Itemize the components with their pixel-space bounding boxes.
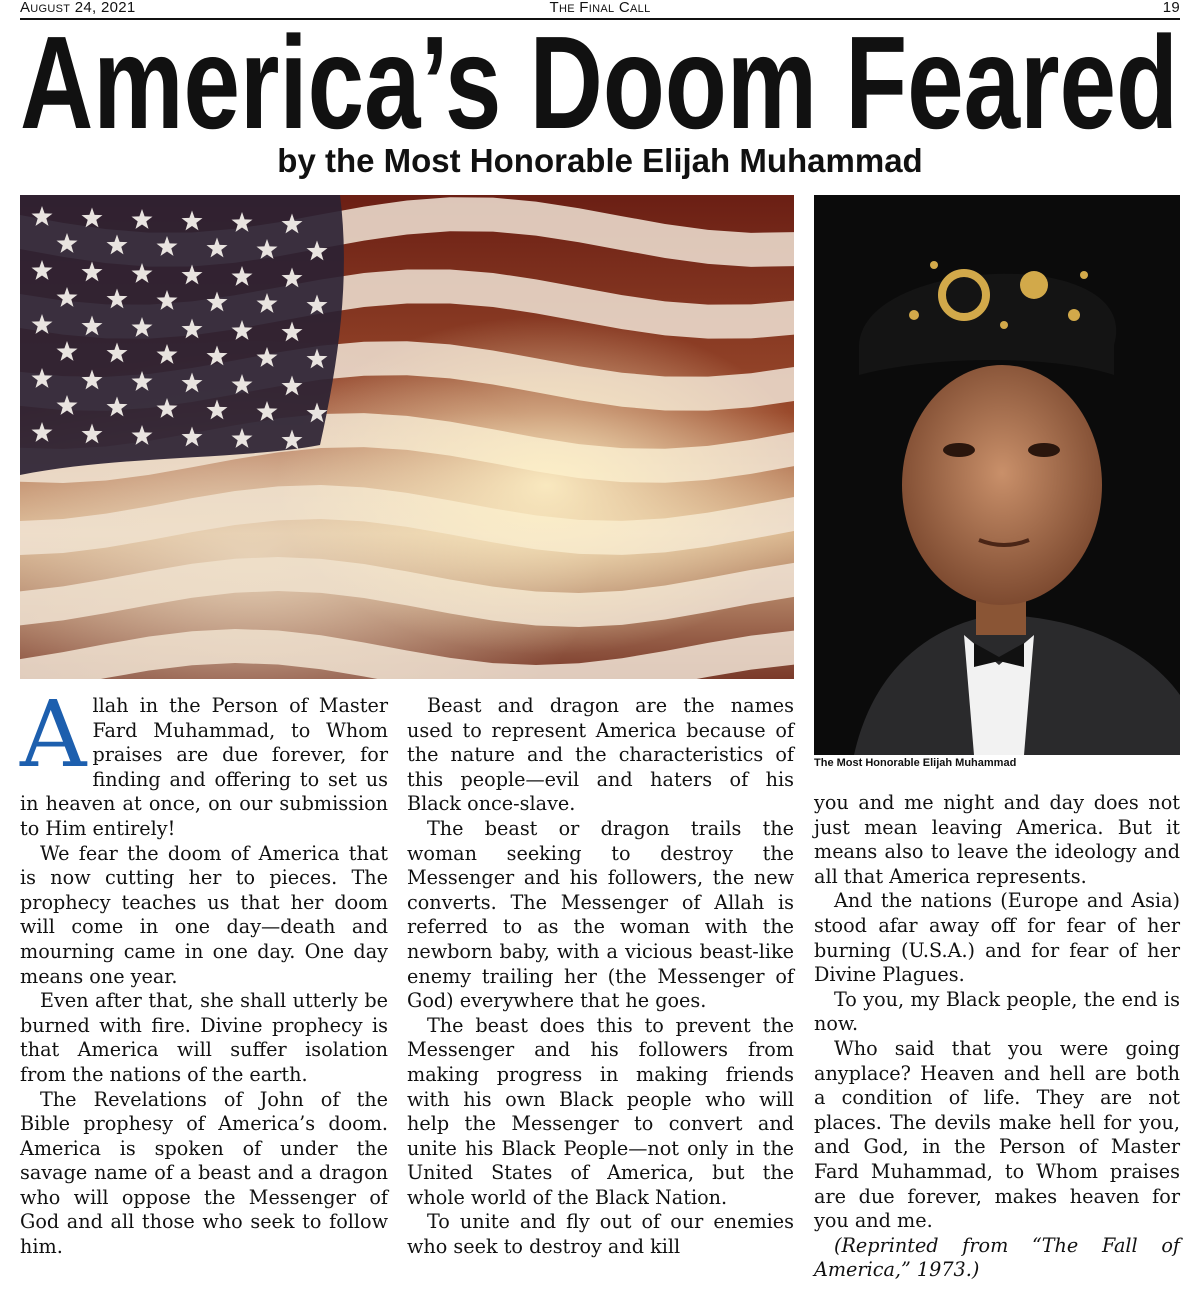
paragraph: Even after that, she shall utterly be burned with fire. Divine prophecy is that America will suffer isolation from the nations of the earth. bbox=[20, 989, 388, 1086]
paragraph: llah in the Person of Master Fard Muhammad, to Whom praises are due forever, for finding and offering to set us in heaven at once, on our submission to Him entirely! bbox=[20, 694, 388, 840]
paragraph: The beast or dragon trails the woman seeking to destroy the Messenger and his followers, the new converts. The Messenger of Allah is referred to as the woman with the newborn baby, with a vicious beast-like enemy trailing her (the Messenger of God) everywhere that he goes. bbox=[407, 816, 794, 1013]
portrait-image bbox=[814, 195, 1180, 755]
paragraph: And the nations (Europe and Asia) stood afar away off for fear of her burning (U.S.A.) and for fear of her Divine Plagues. bbox=[814, 889, 1180, 987]
byline: by the Most Honorable Elijah Muhammad bbox=[277, 142, 923, 179]
paragraph: Beast and dragon are the names used to represent America because of the nature and the characteristics of this people—evil and haters of his Black once-slave. bbox=[407, 694, 794, 816]
american-flag-icon bbox=[20, 195, 794, 679]
paragraph: Who said that you were going anyplace? Heaven and hell are both a condition of life. They are not places. The devils make hell for you, and God, in the Person of Master Fard Muhammad, to Whom praises are due forever, makes heaven for you and me. bbox=[814, 1036, 1180, 1233]
publication-name: The Final Call bbox=[549, 0, 651, 16]
paragraph: To unite and fly out of our enemies who seek to destroy and kill bbox=[407, 1210, 794, 1259]
drop-cap: A bbox=[20, 681, 87, 788]
photo-caption: The Most Honorable Elijah Muhammad bbox=[814, 757, 1017, 769]
flag-image bbox=[20, 195, 794, 679]
article-column-3 bbox=[814, 791, 1180, 1283]
paragraph: you and me night and day does not just mean leaving America. But it means also to leave the ideology and all that America represents. bbox=[814, 791, 1180, 888]
issue-date: August 24, 2021 bbox=[20, 0, 136, 16]
reprint-note: (Reprinted from “The Fall of America,” 1973.) bbox=[814, 1233, 1180, 1282]
paragraph: The beast does this to prevent the Messenger and his followers from making progress in making friends with his own Black people who will help the Messenger to convert and unite his Black People—not only in the United States of America, but the whole world of the Black Nation. bbox=[407, 1013, 794, 1209]
paragraph: The Revelations of John of the Bible prophesy of America’s doom. America is spoken of under the savage name of a beast and a dragon who will oppose the Messenger of God and all those who seek to follow him. bbox=[20, 1087, 388, 1259]
article-column-1 bbox=[20, 681, 388, 1260]
headline bbox=[20, 24, 1180, 144]
portrait-icon bbox=[814, 195, 1180, 755]
page-number: 19 bbox=[1162, 0, 1180, 16]
paragraph: We fear the doom of America that is now cutting her to pieces. The prophecy teaches us that her doom will come in one day—death and mourning came in one day. One day means one year. bbox=[20, 841, 388, 988]
paragraph: To you, my Black people, the end is now. bbox=[814, 987, 1180, 1036]
article-column-2 bbox=[407, 694, 794, 1260]
headline-text: America’s Doom Feared bbox=[20, 24, 1178, 144]
page-header bbox=[20, 0, 1180, 20]
